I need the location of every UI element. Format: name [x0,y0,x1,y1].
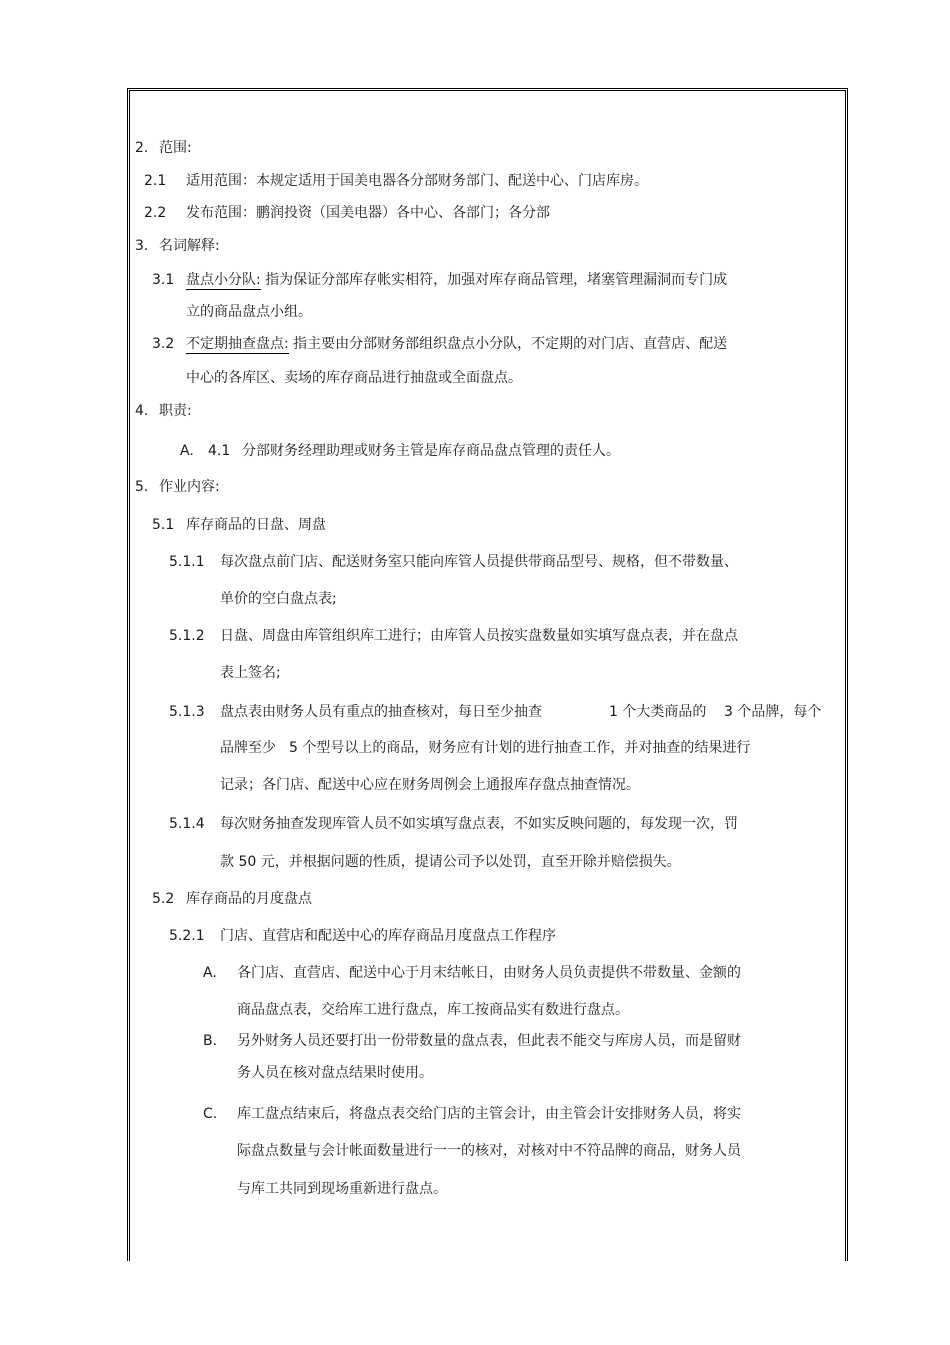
clause-text: 库存商品的日盘、周盘 [186,517,326,533]
clause-continuation: 记录；各门店、配送中心应在财务周例会上通报库存盘点抽查情况。 [220,777,640,793]
item-letter: A. [180,443,194,459]
clause-text: 盘点表由财务人员有重点的抽查核对，每日至少抽查 [220,704,542,720]
item-continuation: 与库工共同到现场重新进行盘点。 [237,1181,447,1197]
section-title: 名词解释: [159,238,220,254]
section-number: 2. [135,140,149,156]
clause-text: 分部财务经理助理或财务主管是库存商品盘点管理的责任人。 [242,443,620,459]
clause-text: 门店、直营店和配送中心的库存商品月度盘点工作程序 [220,928,556,944]
clause-text: 发布范围：鹏润投资（国美电器）各中心、各部门；各分部 [186,205,550,221]
clause-text: 每次盘点前门店、配送财务室只能向库管人员提供带商品型号、规格，但不带数量、 [220,554,738,570]
clause-continuation: 款 50 元，并根据问题的性质，提请公司予以处罚，直至开除并赔偿损失。 [220,854,681,870]
clause-text: 适用范围：本规定适用于国美电器各分部财务部门、配送中心、门店库房。 [186,173,648,189]
clause-number: 3.1 [152,272,175,288]
clause-number: 5.2 [152,891,175,907]
item-letter: B. [203,1033,218,1049]
item-text: 各门店、直营店、配送中心于月末结帐日，由财务人员负责提供不带数量、金额的 [237,965,741,981]
item-continuation: 务人员在核对盘点结果时使用。 [237,1065,433,1081]
item-continuation: 际盘点数量与会计帐面数量进行一一的核对，对核对中不符品牌的商品，财务人员 [237,1143,741,1159]
clause-line [186,334,727,354]
clause-number: 3.2 [152,336,175,352]
clause-text: 指为保证分部库存帐实相符，加强对库存商品管理，堵塞管理漏洞而专门成 [265,272,728,288]
clause-text: 指主要由分部财务部组织盘点小分队，不定期的对门店、直营店、配送 [293,336,728,352]
clause-number: 4.1 [208,443,231,459]
item-text: 另外财务人员还要打出一份带数量的盘点表，但此表不能交与库房人员，而是留财 [237,1033,741,1049]
item-letter: A. [203,965,217,981]
section-number: 5. [135,479,149,495]
item-continuation: 商品盘点表，交给库工进行盘点，库工按商品实有数进行盘点。 [237,1002,629,1018]
clause-continuation: 立的商品盘点小组。 [186,304,312,320]
item-letter: C. [203,1106,218,1122]
clause-text: 1 个大类商品的 [609,704,707,720]
section-title: 作业内容: [159,479,220,495]
clause-continuation: 中心的各库区、卖场的库存商品进行抽盘或全面盘点。 [186,370,522,386]
clause-number: 2.2 [144,205,167,221]
clause-number: 5.1.3 [169,704,205,720]
clause-number: 5.1.4 [169,816,205,832]
clause-continuation: 品牌至少 [220,740,276,756]
clause-continuation: 5 个型号以上的商品，财务应有计划的进行抽查工作，并对抽查的结果进行 [289,740,751,756]
defined-term: 不定期抽查盘点: [186,336,289,352]
section-number: 3. [135,238,149,254]
clause-line [186,270,727,290]
clause-continuation: 表上签名; [220,665,281,681]
clause-number: 5.1.1 [169,554,205,570]
clause-number: 2.1 [144,173,167,189]
clause-text: 库存商品的月度盘点 [186,891,312,907]
defined-term: 盘点小分队: [186,272,261,288]
section-title: 范围: [159,140,192,156]
clause-number: 5.2.1 [169,928,205,944]
clause-continuation: 单价的空白盘点表; [220,591,337,607]
clause-number: 5.1 [152,517,175,533]
clause-number: 5.1.2 [169,628,205,644]
clause-text: 日盘、周盘由库管组织库工进行；由库管人员按实盘数量如实填写盘点表，并在盘点 [220,628,738,644]
section-number: 4. [135,403,149,419]
clause-text: 每次财务抽查发现库管人员不如实填写盘点表，不如实反映问题的，每发现一次，罚 [220,816,738,832]
clause-text: 3 个品牌，每个 [724,704,822,720]
item-text: 库工盘点结束后，将盘点表交给门店的主管会计，由主管会计安排财务人员，将实 [237,1106,741,1122]
section-title: 职责: [159,403,192,419]
